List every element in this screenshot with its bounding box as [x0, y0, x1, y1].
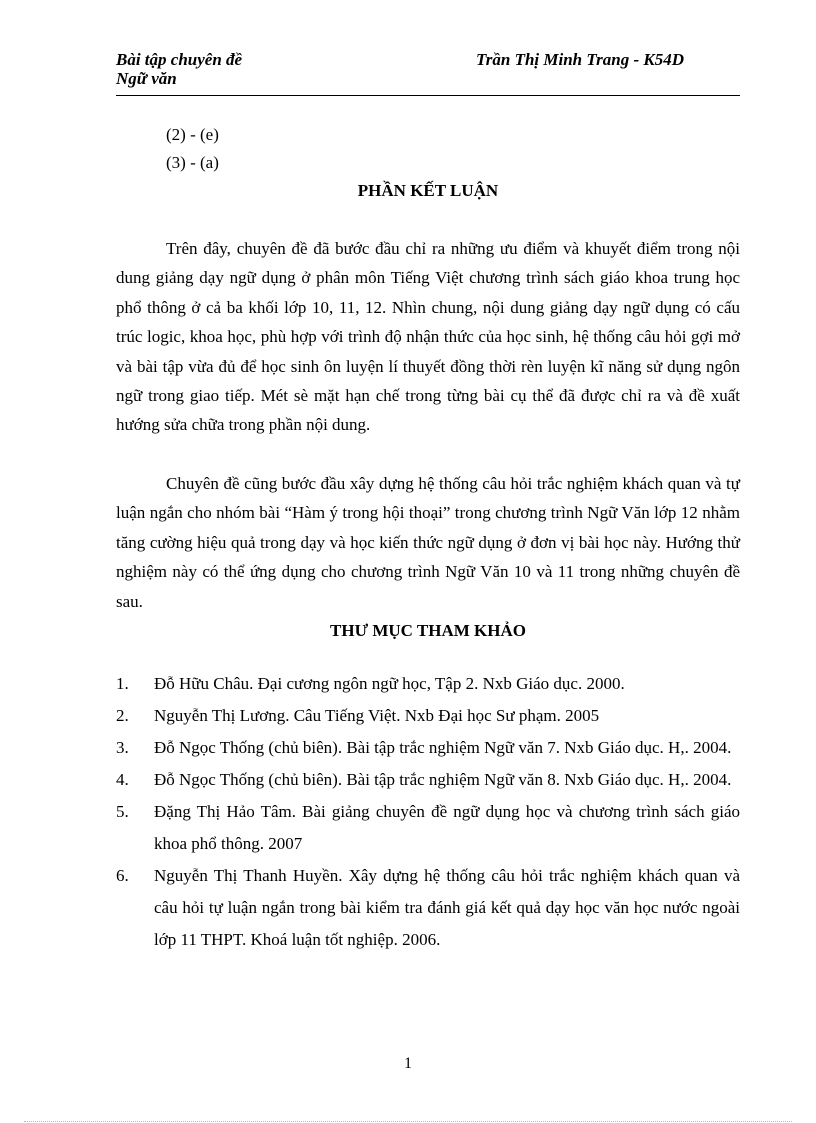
- reference-item: [116, 764, 740, 796]
- reference-number: 5.: [116, 802, 129, 821]
- reference-number: 3.: [116, 738, 129, 757]
- conclusion-title: PHẦN KẾT LUẬN: [357, 181, 499, 200]
- reference-text: Đỗ Hữu Châu. Đại cương ngôn ngữ học, Tập 2. Nxb Giáo dục. 2000.: [154, 674, 625, 693]
- header-course-line1: Bài tập chuyên đề: [116, 50, 243, 69]
- answer-item: (3) - (a): [166, 153, 219, 172]
- reference-text: Đỗ Ngọc Thống (chủ biên). Bài tập trắc nghiệm Ngữ văn 8. Nxb Giáo dục. H,. 2004.: [154, 770, 732, 789]
- reference-text: Đặng Thị Hảo Tâm. Bài giảng chuyên đề ngữ dụng học và chương trình sách giáo khoa phổ thông. 2007: [154, 802, 740, 853]
- reference-item: [116, 668, 740, 700]
- reference-item: [116, 700, 740, 732]
- reference-number: 6.: [116, 866, 129, 885]
- page-header: [116, 50, 740, 96]
- reference-number: 2.: [116, 706, 129, 725]
- references-list: [116, 668, 740, 956]
- page-boundary: [24, 1121, 792, 1122]
- header-course: [116, 50, 242, 88]
- reference-number: 4.: [116, 770, 129, 789]
- reference-text: Nguyễn Thị Lương. Câu Tiếng Việt. Nxb Đại học Sư phạm. 2005: [154, 706, 600, 725]
- header-author: Trần Thị Minh Trang - K54D: [476, 50, 684, 69]
- conclusion-paragraph-2: Chuyên đề cũng bước đầu xây dựng hệ thống câu hỏi trắc nghiệm khách quan và tự luận ngắn cho nhóm bài “Hàm ý trong hội thoại” trong chương trình Ngữ Văn lớp 12 nhằm tăng cường hiệu quả trong dạy và học kiến thức ngữ dụng ở đơn vị bài học này. Hướng thử nghiệm này có thể ứng dụng cho chương trình Ngữ Văn 10 và 11 trong những chuyên đề sau.: [116, 474, 740, 611]
- reference-item: [116, 796, 740, 860]
- answer-list: [166, 121, 219, 177]
- reference-text: Nguyễn Thị Thanh Huyền. Xây dựng hệ thống câu hỏi trắc nghiệm khách quan và câu hỏi tự luận ngắn trong bài kiểm tra đánh giá kết quả dạy học văn học nước ngoài lớp 11 THPT. Khoá luận tốt nghiệp. 2006.: [154, 866, 740, 949]
- reference-item: [116, 732, 740, 764]
- reference-item: [116, 860, 740, 956]
- reference-text: Đỗ Ngọc Thống (chủ biên). Bài tập trắc nghiệm Ngữ văn 7. Nxb Giáo dục. H,. 2004.: [154, 738, 732, 757]
- reference-number: 1.: [116, 674, 129, 693]
- page-number: 1: [404, 1055, 412, 1072]
- conclusion-paragraph-1: Trên đây, chuyên đề đã bước đầu chỉ ra những ưu điểm và khuyết điểm trong nội dung giảng dạy ngữ dụng ở phân môn Tiếng Việt chương trình sách giáo khoa trung học phổ thông ở cả ba khối lớp 10, 11, 12. Nhìn chung, nội dung giảng dạy ngữ dụng có cấu trúc logic, khoa học, phù hợp với trình độ nhận thức của học sinh, hệ thống câu hỏi gợi mở và bài tập vừa đủ để học sinh ôn luyện lí thuyết đồng thời rèn luyện kĩ năng sử dụng ngôn ngữ trong giao tiếp. Mét sè mặt hạn chế trong từng bài cụ thể đã được chỉ ra và đề xuất hướng sửa chữa trong phần nội dung.: [116, 239, 740, 435]
- header-course-line2: Ngữ văn: [116, 69, 177, 88]
- answer-item: (2) - (e): [166, 125, 219, 144]
- references-title: THƯ MỤC THAM KHẢO: [330, 621, 526, 640]
